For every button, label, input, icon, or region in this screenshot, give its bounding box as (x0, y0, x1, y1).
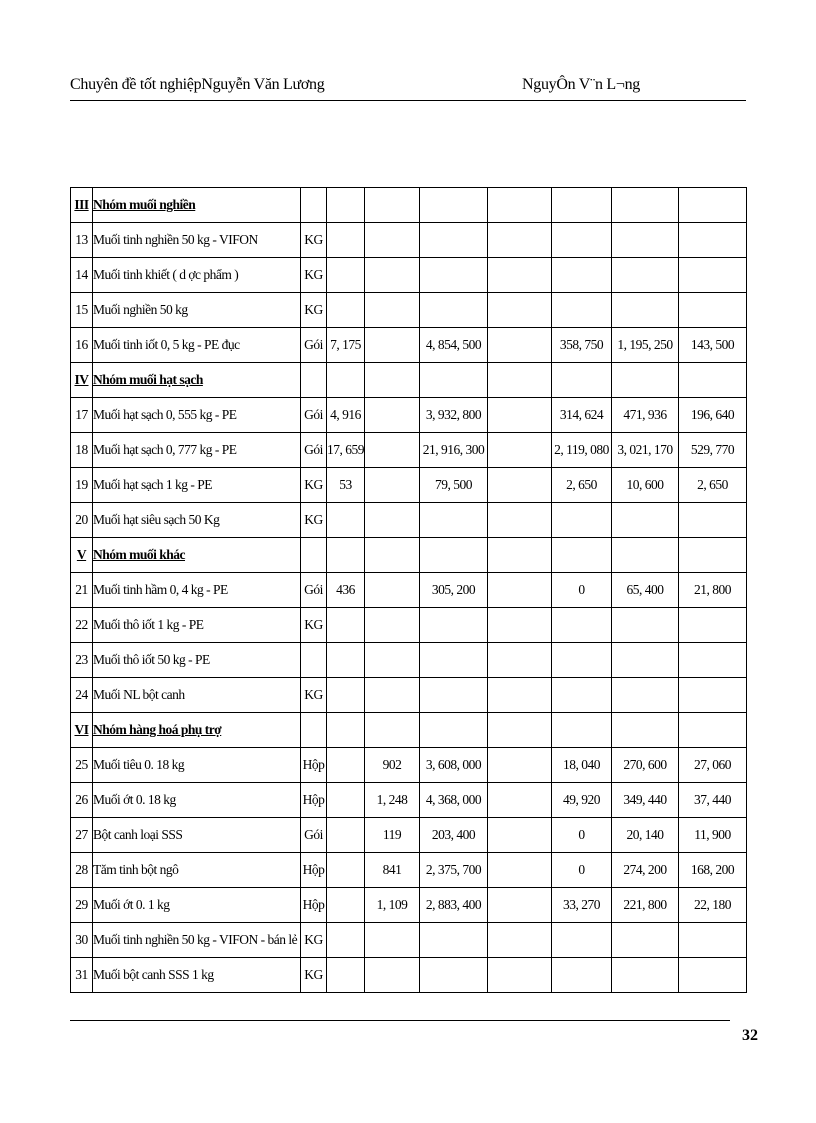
value-cell (679, 538, 747, 573)
value-cell: 529, 770 (679, 433, 747, 468)
table-row (71, 223, 747, 258)
value-cell (612, 958, 679, 993)
value-cell: 358, 750 (552, 328, 612, 363)
value-cell: 2, 650 (552, 468, 612, 503)
row-index: 24 (71, 678, 93, 713)
value-cell (327, 538, 365, 573)
value-cell (679, 958, 747, 993)
value-cell: 11, 900 (679, 818, 747, 853)
value-cell (327, 608, 365, 643)
unit: KG (301, 223, 327, 258)
value-cell: 221, 800 (612, 888, 679, 923)
value-cell (327, 888, 365, 923)
table-row (71, 748, 747, 783)
value-cell (420, 713, 488, 748)
value-cell (365, 503, 420, 538)
row-index: 21 (71, 573, 93, 608)
value-cell: 22, 180 (679, 888, 747, 923)
value-cell (679, 923, 747, 958)
value-cell (365, 398, 420, 433)
unit: Gói (301, 433, 327, 468)
value-cell (365, 608, 420, 643)
value-cell (365, 678, 420, 713)
item-name: Muối hạt sạch 0, 555 kg - PE (93, 398, 301, 433)
value-cell (612, 223, 679, 258)
row-index: IV (71, 363, 93, 398)
item-name: Muối thô iốt 1 kg - PE (93, 608, 301, 643)
value-cell: 21, 800 (679, 573, 747, 608)
value-cell: 3, 608, 000 (420, 748, 488, 783)
value-cell: 841 (365, 853, 420, 888)
value-cell (420, 608, 488, 643)
value-cell (612, 713, 679, 748)
unit: KG (301, 678, 327, 713)
value-cell (420, 678, 488, 713)
value-cell: 1, 248 (365, 783, 420, 818)
value-cell (552, 958, 612, 993)
value-cell (420, 923, 488, 958)
value-cell (327, 223, 365, 258)
value-cell (679, 713, 747, 748)
row-index: 22 (71, 608, 93, 643)
row-index: 27 (71, 818, 93, 853)
value-cell (327, 643, 365, 678)
value-cell (420, 538, 488, 573)
row-index: 29 (71, 888, 93, 923)
value-cell (488, 888, 552, 923)
value-cell: 2, 375, 700 (420, 853, 488, 888)
item-name: Nhóm muối hạt sạch (93, 363, 301, 398)
item-name: Muối hạt sạch 0, 777 kg - PE (93, 433, 301, 468)
value-cell (612, 503, 679, 538)
footer-divider (70, 1020, 730, 1021)
row-index: 26 (71, 783, 93, 818)
value-cell (488, 258, 552, 293)
table-row (71, 678, 747, 713)
item-name: Muối tinh nghiền 50 kg - VIFON (93, 223, 301, 258)
item-name: Muối NL bột canh (93, 678, 301, 713)
value-cell (552, 923, 612, 958)
value-cell: 274, 200 (612, 853, 679, 888)
table-row (71, 643, 747, 678)
value-cell (488, 503, 552, 538)
value-cell: 18, 040 (552, 748, 612, 783)
header-right-text: NguyÔn V¨n L¬ng (522, 76, 641, 93)
value-cell (612, 363, 679, 398)
value-cell (488, 608, 552, 643)
table-row (71, 608, 747, 643)
value-cell: 17, 659 (327, 433, 365, 468)
value-cell (488, 398, 552, 433)
value-cell: 33, 270 (552, 888, 612, 923)
table-row (71, 923, 747, 958)
value-cell (679, 503, 747, 538)
value-cell: 196, 640 (679, 398, 747, 433)
row-index: 13 (71, 223, 93, 258)
value-cell (327, 713, 365, 748)
row-index: 17 (71, 398, 93, 433)
unit: Hộp (301, 748, 327, 783)
section-row (71, 188, 747, 223)
section-row (71, 713, 747, 748)
value-cell (488, 643, 552, 678)
value-cell: 20, 140 (612, 818, 679, 853)
value-cell (679, 293, 747, 328)
value-cell (612, 643, 679, 678)
value-cell (488, 433, 552, 468)
value-cell (420, 188, 488, 223)
table-row (71, 328, 747, 363)
value-cell: 7, 175 (327, 328, 365, 363)
header-divider (70, 100, 746, 101)
table-row (71, 468, 747, 503)
item-name: Muối bột canh SSS 1 kg (93, 958, 301, 993)
value-cell: 0 (552, 853, 612, 888)
row-index: 23 (71, 643, 93, 678)
value-cell (488, 363, 552, 398)
row-index: 25 (71, 748, 93, 783)
value-cell (327, 748, 365, 783)
table-row (71, 783, 747, 818)
value-cell: 305, 200 (420, 573, 488, 608)
value-cell (365, 363, 420, 398)
value-cell (612, 258, 679, 293)
value-cell (420, 643, 488, 678)
unit (301, 363, 327, 398)
value-cell (365, 958, 420, 993)
row-index: 19 (71, 468, 93, 503)
unit: Hộp (301, 888, 327, 923)
value-cell (327, 853, 365, 888)
value-cell: 119 (365, 818, 420, 853)
value-cell (612, 293, 679, 328)
value-cell (552, 678, 612, 713)
value-cell (365, 293, 420, 328)
unit (301, 538, 327, 573)
table-row (71, 503, 747, 538)
item-name: Nhóm muối nghiền (93, 188, 301, 223)
item-name: Muối ớt 0. 1 kg (93, 888, 301, 923)
value-cell: 65, 400 (612, 573, 679, 608)
value-cell: 4, 368, 000 (420, 783, 488, 818)
unit: Gói (301, 328, 327, 363)
value-cell (488, 713, 552, 748)
value-cell (488, 818, 552, 853)
value-cell (552, 503, 612, 538)
table-row (71, 853, 747, 888)
value-cell: 143, 500 (679, 328, 747, 363)
value-cell (552, 608, 612, 643)
item-name: Muối tinh nghiền 50 kg - VIFON - bán lẻ (93, 923, 301, 958)
item-name: Bột canh loại SSS (93, 818, 301, 853)
value-cell: 21, 916, 300 (420, 433, 488, 468)
table-row (71, 818, 747, 853)
unit: Gói (301, 573, 327, 608)
value-cell (365, 713, 420, 748)
value-cell (488, 958, 552, 993)
value-cell (552, 643, 612, 678)
value-cell: 349, 440 (612, 783, 679, 818)
row-index: 16 (71, 328, 93, 363)
table-row (71, 258, 747, 293)
value-cell (552, 293, 612, 328)
value-cell: 436 (327, 573, 365, 608)
value-cell: 2, 883, 400 (420, 888, 488, 923)
value-cell (679, 608, 747, 643)
row-index: V (71, 538, 93, 573)
table-row (71, 958, 747, 993)
value-cell (327, 678, 365, 713)
value-cell (365, 258, 420, 293)
table-row (71, 888, 747, 923)
value-cell (327, 503, 365, 538)
row-index: 31 (71, 958, 93, 993)
value-cell (420, 503, 488, 538)
value-cell (552, 188, 612, 223)
table-row (71, 433, 747, 468)
item-name: Tăm tinh bột ngô (93, 853, 301, 888)
value-cell: 3, 932, 800 (420, 398, 488, 433)
value-cell (420, 363, 488, 398)
value-cell (365, 923, 420, 958)
value-cell (327, 188, 365, 223)
value-cell (612, 538, 679, 573)
value-cell: 49, 920 (552, 783, 612, 818)
value-cell (365, 328, 420, 363)
value-cell (327, 923, 365, 958)
value-cell: 168, 200 (679, 853, 747, 888)
unit: Gói (301, 398, 327, 433)
value-cell (679, 363, 747, 398)
value-cell (327, 258, 365, 293)
item-name: Muối thô iốt 50 kg - PE (93, 643, 301, 678)
value-cell: 1, 195, 250 (612, 328, 679, 363)
value-cell (327, 958, 365, 993)
value-cell: 53 (327, 468, 365, 503)
item-name: Muối tinh khiết ( d ợc phẩm ) (93, 258, 301, 293)
unit: KG (301, 923, 327, 958)
row-index: 28 (71, 853, 93, 888)
value-cell (365, 433, 420, 468)
unit (301, 188, 327, 223)
inventory-table (70, 187, 747, 993)
value-cell: 2, 119, 080 (552, 433, 612, 468)
value-cell: 203, 400 (420, 818, 488, 853)
header-left-text: Chuyên đề tốt nghiệpNguyễn Văn Lương (70, 76, 325, 93)
unit: Hộp (301, 783, 327, 818)
value-cell: 2, 650 (679, 468, 747, 503)
value-cell (420, 293, 488, 328)
unit (301, 643, 327, 678)
row-index: 30 (71, 923, 93, 958)
value-cell (365, 643, 420, 678)
item-name: Muối hạt siêu sạch 50 Kg (93, 503, 301, 538)
value-cell (488, 538, 552, 573)
section-row (71, 363, 747, 398)
value-cell (365, 223, 420, 258)
value-cell (552, 538, 612, 573)
value-cell (612, 678, 679, 713)
value-cell (488, 923, 552, 958)
value-cell (488, 573, 552, 608)
value-cell: 27, 060 (679, 748, 747, 783)
row-index: 15 (71, 293, 93, 328)
value-cell (488, 678, 552, 713)
value-cell (488, 783, 552, 818)
value-cell (612, 188, 679, 223)
table-row (71, 398, 747, 433)
row-index: III (71, 188, 93, 223)
value-cell (679, 678, 747, 713)
row-index: VI (71, 713, 93, 748)
value-cell (327, 363, 365, 398)
unit: KG (301, 258, 327, 293)
value-cell: 0 (552, 818, 612, 853)
unit (301, 713, 327, 748)
value-cell (679, 188, 747, 223)
value-cell (488, 223, 552, 258)
value-cell (488, 293, 552, 328)
value-cell (327, 783, 365, 818)
value-cell (612, 608, 679, 643)
value-cell: 270, 600 (612, 748, 679, 783)
value-cell (488, 188, 552, 223)
table-row (71, 573, 747, 608)
value-cell (327, 293, 365, 328)
unit: KG (301, 608, 327, 643)
section-row (71, 538, 747, 573)
page-number: 32 (742, 1027, 758, 1044)
unit: KG (301, 468, 327, 503)
value-cell (420, 958, 488, 993)
unit: KG (301, 958, 327, 993)
row-index: 20 (71, 503, 93, 538)
item-name: Muối tinh hầm 0, 4 kg - PE (93, 573, 301, 608)
table-row (71, 293, 747, 328)
unit: KG (301, 503, 327, 538)
item-name: Nhóm hàng hoá phụ trợ (93, 713, 301, 748)
value-cell (679, 643, 747, 678)
value-cell: 471, 936 (612, 398, 679, 433)
value-cell (552, 223, 612, 258)
value-cell (552, 363, 612, 398)
value-cell (488, 468, 552, 503)
row-index: 14 (71, 258, 93, 293)
value-cell (552, 713, 612, 748)
value-cell: 314, 624 (552, 398, 612, 433)
value-cell (365, 538, 420, 573)
value-cell: 10, 600 (612, 468, 679, 503)
value-cell (420, 223, 488, 258)
value-cell: 1, 109 (365, 888, 420, 923)
value-cell (488, 853, 552, 888)
value-cell (679, 223, 747, 258)
value-cell (552, 258, 612, 293)
value-cell: 3, 021, 170 (612, 433, 679, 468)
value-cell (365, 573, 420, 608)
item-name: Nhóm muối khác (93, 538, 301, 573)
value-cell: 0 (552, 573, 612, 608)
item-name: Muối tinh iốt 0, 5 kg - PE đục (93, 328, 301, 363)
item-name: Muối ớt 0. 18 kg (93, 783, 301, 818)
unit: Hộp (301, 853, 327, 888)
item-name: Muối tiêu 0. 18 kg (93, 748, 301, 783)
value-cell (488, 328, 552, 363)
value-cell (679, 258, 747, 293)
value-cell (612, 923, 679, 958)
unit: Gói (301, 818, 327, 853)
value-cell (327, 818, 365, 853)
unit: KG (301, 293, 327, 328)
value-cell (420, 258, 488, 293)
value-cell: 37, 440 (679, 783, 747, 818)
item-name: Muối hạt sạch 1 kg - PE (93, 468, 301, 503)
value-cell: 4, 916 (327, 398, 365, 433)
value-cell (365, 188, 420, 223)
item-name: Muối nghiền 50 kg (93, 293, 301, 328)
value-cell: 4, 854, 500 (420, 328, 488, 363)
table-body (71, 188, 747, 993)
value-cell (488, 748, 552, 783)
value-cell: 902 (365, 748, 420, 783)
row-index: 18 (71, 433, 93, 468)
value-cell (365, 468, 420, 503)
value-cell: 79, 500 (420, 468, 488, 503)
